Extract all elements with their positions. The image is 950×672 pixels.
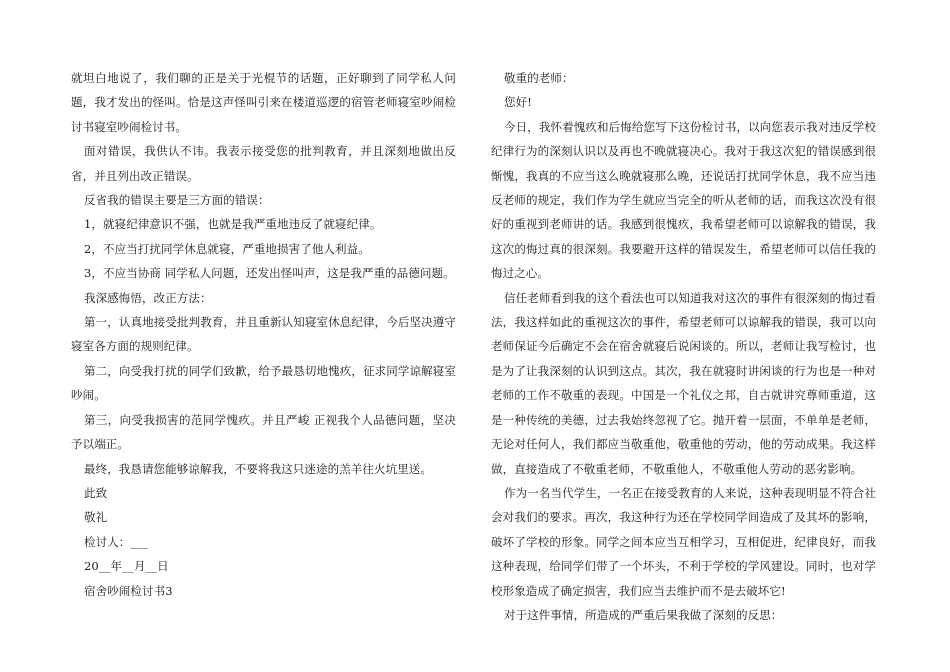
- paragraph: 1，就寝纪律意识不强，也就是我严重地违反了就寝纪律。: [84, 217, 382, 232]
- greeting: 您好!: [504, 95, 532, 110]
- paragraph: 第三，向受我损害的范同学愧疚。并且严峻 正视我个人品德问题，坚决予以端正。: [71, 412, 456, 452]
- date-line: 20__年__月__日: [84, 559, 169, 574]
- greeting: 敬重的老师：: [504, 71, 574, 85]
- left-column: [71, 66, 456, 603]
- paragraph: 作为一名当代学生，一名正在接受教育的人来说，这种表现明显不符合社会对我们的要求。再次，我这种行为还在学校同学间造成了及其坏的影响，破坏了学校的形象。同学之间本应当互相学习，互相促进，纪律良好，而我这种表现，给同学们带了一个坏头，不利于学校的学风建设。同时，也对学校形象造成了确定损害，我们应当去维护而不是去破坏它!: [491, 485, 876, 598]
- closing-regards: 敬礼: [84, 510, 108, 525]
- paragraph: 面对错误，我供认不讳。我表示接受您的批判教育，并且深刻地做出反省，并且列出改正错误。: [71, 144, 456, 183]
- closing-salutation: 此致: [84, 485, 108, 500]
- paragraph: 最终，我恳请您能够谅解我，不要将我这只迷途的羔羊往火坑里送。: [84, 461, 432, 476]
- paragraph: 信任老师看到我的这个看法也可以知道我对这次的事件有很深刻的悔过看法，我这样如此的重视这次的事件，希望老师可以谅解我的错误，我可以向老师保证今后确定不会在宿舍就寝后说闲谈的。所以，老师让我写检讨，也是为了让我深刻的认识到这点。其次，我在就寝时讲闲谈的行为也是一种对老师的工作不敬重的表现。中国是一个礼仪之邦，自古就讲究尊师重道，这是一种传统的美德，过去我始终忽视了它。抛开着一层面，不单单是老师，无论对任何人，我们都应当敬重他，敬重他的劳动，他的劳动成果。我这样做，直接造成了不敬重老师，不敬重他人，不敬重他人劳动的恶劣影响。: [491, 290, 876, 476]
- section-heading: 宿舍吵闹检讨书3: [84, 583, 173, 598]
- paragraph: 今日，我怀着愧疚和后悔给您写下这份检讨书，以向您表示我对违反学校纪律行为的深刻认识以及再也不晚就寝决心。我对于我这次犯的错误感到很惭愧，我真的不应当这么晚就寝那么晚，还说话打扰同学休息，我不应当违反老师的规定，我们作为学生就应当完全的听从老师的话，而我这次没有很好的重视到老师讲的话。我感到很愧疚，我希望老师可以谅解我的错误，我这次的悔过真的很深刻。我要避开这样的错误发生，希望老师可以信任我的悔过之心。: [491, 119, 876, 281]
- paragraph: 3，不应当协商 同学私人问题，还发出怪叫声，这是我严重的品德问题。: [84, 266, 455, 281]
- paragraph: 第一，认真地接受批判教育，并且重新认知寝室休息纪律，今后坚决遵守寝室各方面的规则纪律。: [71, 315, 456, 354]
- paragraph: 反省我的错误主要是三方面的错误：: [84, 193, 270, 208]
- paragraph: 就坦白地说了，我们聊的正是关于光棍节的话题，正好聊到了同学私人问题，我才发出的怪叫。恰是这声怪叫引来在楼道巡逻的宿管老师寝室吵闹检讨书寝室吵闹检讨书。: [71, 71, 456, 134]
- right-column: [491, 66, 876, 627]
- paragraph: 第二，向受我打扰的同学们致歉，给予最恳切地愧疚，征求同学谅解寝室吵闹。: [71, 363, 456, 403]
- paragraph: 2，不应当打扰同学休息就寝，严重地损害了他人利益。: [84, 241, 370, 256]
- signature-line: 检讨人：___: [84, 534, 148, 549]
- paragraph: 对于这件事情，所造成的严重后果我做了深刻的反思：: [504, 607, 783, 622]
- paragraph: 我深感悔悟，改正方法：: [84, 290, 212, 305]
